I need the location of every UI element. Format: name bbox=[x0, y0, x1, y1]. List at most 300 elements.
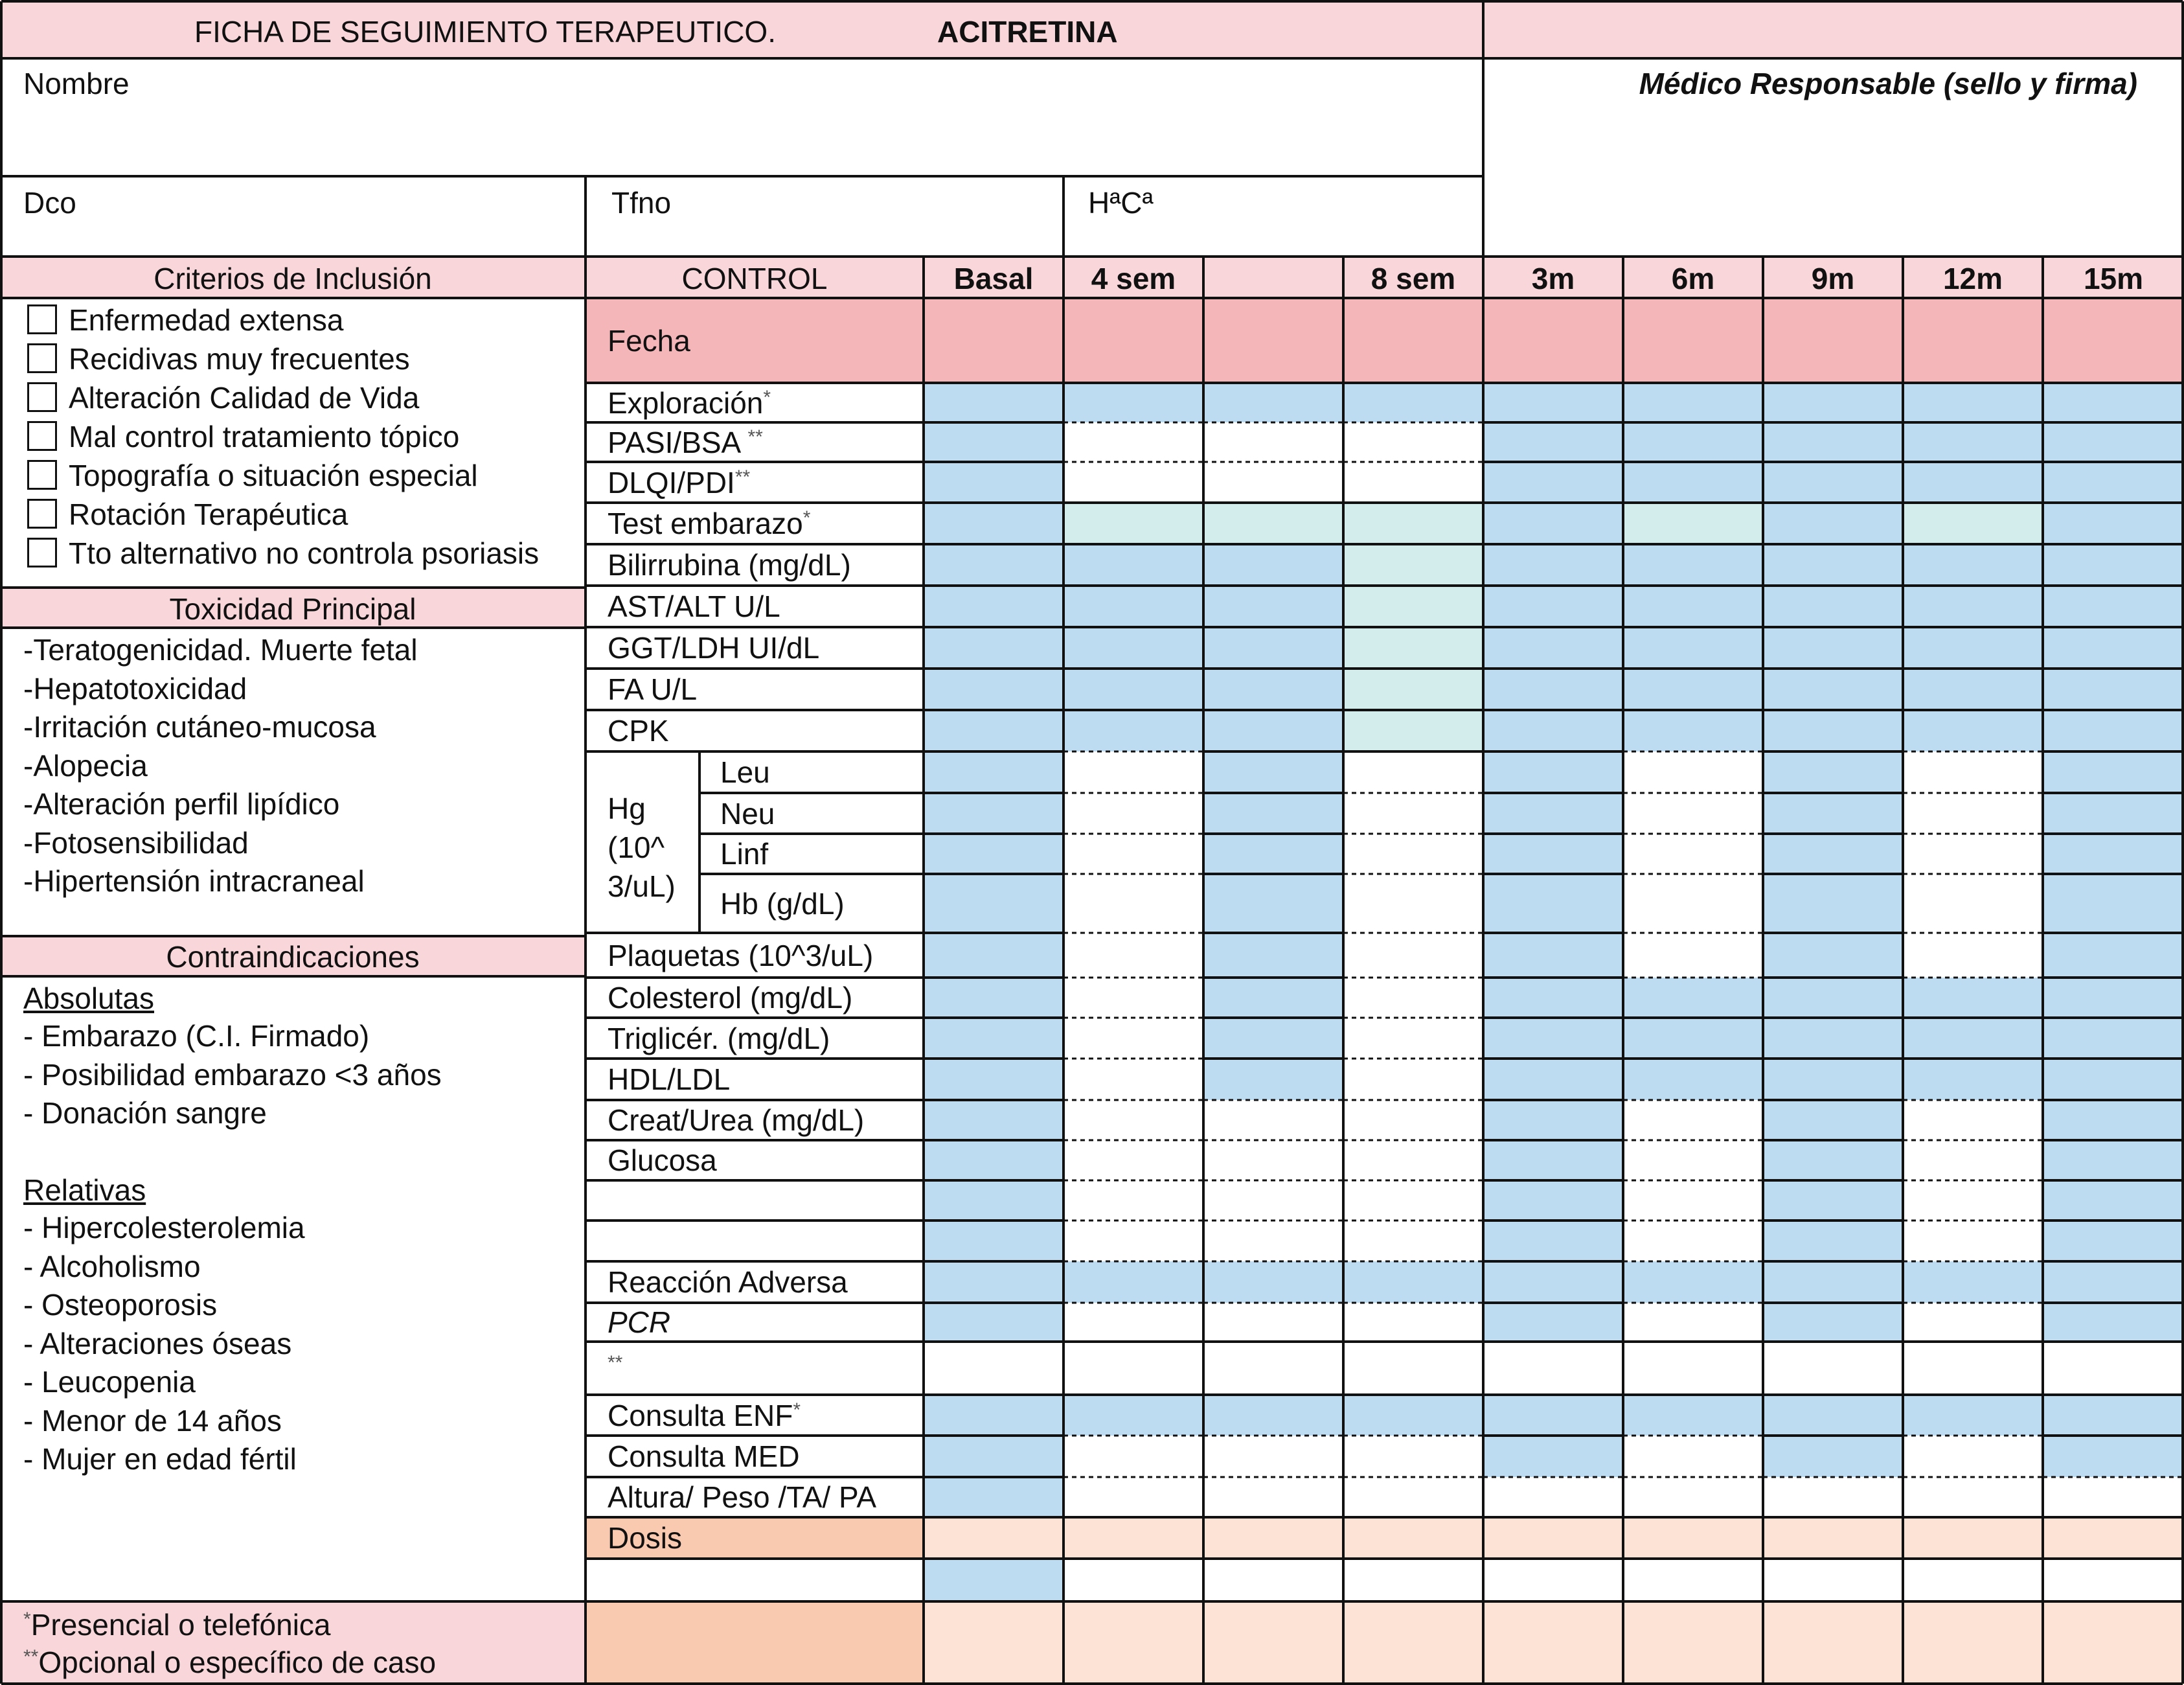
data-cell[interactable] bbox=[1343, 793, 1483, 834]
data-cell[interactable] bbox=[1763, 1059, 1903, 1100]
data-cell[interactable] bbox=[1903, 1018, 2043, 1059]
data-cell[interactable] bbox=[1623, 1221, 1763, 1261]
data-cell[interactable] bbox=[1903, 1303, 2043, 1342]
data-cell[interactable] bbox=[924, 1342, 1064, 1395]
data-cell[interactable] bbox=[1064, 298, 1203, 383]
data-cell[interactable] bbox=[1483, 462, 1623, 503]
data-cell[interactable] bbox=[1203, 503, 1343, 544]
row-label-text: Reacción Adversa bbox=[608, 1265, 848, 1299]
data-cell[interactable] bbox=[1483, 1517, 1623, 1559]
data-cell[interactable] bbox=[1483, 1180, 1623, 1221]
data-cell[interactable] bbox=[1064, 669, 1203, 710]
data-cell[interactable] bbox=[1763, 586, 1903, 627]
data-cell[interactable] bbox=[2043, 1180, 2184, 1221]
data-cell[interactable] bbox=[924, 422, 1064, 462]
row-label-text: Hb (g/dL) bbox=[720, 886, 845, 921]
data-cell[interactable] bbox=[1483, 710, 1623, 751]
data-cell[interactable] bbox=[1343, 1303, 1483, 1342]
data-cell[interactable] bbox=[1483, 1018, 1623, 1059]
data-cell[interactable] bbox=[1903, 1059, 2043, 1100]
data-cell[interactable] bbox=[1343, 1559, 1483, 1601]
data-cell[interactable] bbox=[1064, 1059, 1203, 1100]
data-cell[interactable] bbox=[924, 1059, 1064, 1100]
data-cell[interactable] bbox=[1343, 710, 1483, 751]
inclusion-checkbox[interactable] bbox=[27, 382, 57, 412]
row-label-text: Test embarazo bbox=[608, 507, 803, 540]
data-cell[interactable] bbox=[1203, 298, 1343, 383]
data-cell[interactable] bbox=[1203, 1517, 1343, 1559]
data-cell[interactable] bbox=[1343, 422, 1483, 462]
data-cell[interactable] bbox=[1064, 544, 1203, 586]
data-cell[interactable] bbox=[1483, 1436, 1623, 1477]
data-cell[interactable] bbox=[1623, 1395, 1763, 1436]
data-cell[interactable] bbox=[1903, 1342, 2043, 1395]
data-cell[interactable] bbox=[1483, 627, 1623, 669]
data-cell[interactable] bbox=[924, 1395, 1064, 1436]
data-cell[interactable] bbox=[2043, 1261, 2184, 1303]
data-cell[interactable] bbox=[1203, 751, 1343, 793]
data-cell[interactable] bbox=[1064, 710, 1203, 751]
data-cell[interactable] bbox=[1903, 874, 2043, 933]
data-cell[interactable] bbox=[1623, 1559, 1763, 1601]
data-cell[interactable] bbox=[1343, 874, 1483, 933]
data-cell[interactable] bbox=[1064, 1342, 1203, 1395]
data-cell[interactable] bbox=[924, 586, 1064, 627]
data-cell[interactable] bbox=[1343, 1059, 1483, 1100]
data-cell[interactable] bbox=[1064, 1018, 1203, 1059]
data-cell[interactable] bbox=[1483, 1477, 1623, 1517]
data-cell[interactable] bbox=[924, 1140, 1064, 1180]
data-cell[interactable] bbox=[2043, 1018, 2184, 1059]
data-cell[interactable] bbox=[1203, 669, 1343, 710]
data-cell[interactable] bbox=[1064, 1180, 1203, 1221]
data-cell[interactable] bbox=[1763, 1303, 1903, 1342]
data-cell[interactable] bbox=[924, 1477, 1064, 1517]
data-cell[interactable] bbox=[1064, 1221, 1203, 1261]
data-cell[interactable] bbox=[1483, 834, 1623, 874]
data-cell[interactable] bbox=[2043, 422, 2184, 462]
data-cell[interactable] bbox=[1903, 1100, 2043, 1140]
data-cell[interactable] bbox=[1203, 1261, 1343, 1303]
data-cell[interactable] bbox=[1763, 978, 1903, 1018]
data-cell[interactable] bbox=[1064, 1395, 1203, 1436]
data-cell[interactable] bbox=[1903, 503, 2043, 544]
data-cell[interactable] bbox=[1343, 1477, 1483, 1517]
data-cell[interactable] bbox=[1203, 933, 1343, 978]
data-cell[interactable] bbox=[924, 503, 1064, 544]
data-cell[interactable] bbox=[1203, 1436, 1343, 1477]
data-cell[interactable] bbox=[1903, 710, 2043, 751]
data-cell[interactable] bbox=[1623, 1342, 1763, 1395]
inclusion-checkbox[interactable] bbox=[27, 499, 57, 529]
data-cell[interactable] bbox=[1483, 933, 1623, 978]
data-cell[interactable] bbox=[1623, 1601, 1763, 1685]
data-cell[interactable] bbox=[1763, 1601, 1903, 1685]
data-cell[interactable] bbox=[1763, 1261, 1903, 1303]
dco-field[interactable] bbox=[3, 177, 585, 255]
data-cell[interactable] bbox=[1203, 1059, 1343, 1100]
data-cell[interactable] bbox=[2043, 669, 2184, 710]
data-cell[interactable] bbox=[1483, 1601, 1623, 1685]
data-cell[interactable] bbox=[1763, 1559, 1903, 1601]
data-cell[interactable] bbox=[1903, 422, 2043, 462]
data-cell[interactable] bbox=[1763, 710, 1903, 751]
data-cell[interactable] bbox=[1903, 933, 2043, 978]
row-label-cell bbox=[586, 1221, 924, 1261]
data-cell[interactable] bbox=[1064, 1100, 1203, 1140]
data-cell[interactable] bbox=[1483, 669, 1623, 710]
data-cell[interactable] bbox=[1483, 1100, 1623, 1140]
data-cell[interactable] bbox=[1343, 462, 1483, 503]
data-cell[interactable] bbox=[2043, 298, 2184, 383]
data-cell[interactable] bbox=[1623, 874, 1763, 933]
data-cell[interactable] bbox=[924, 834, 1064, 874]
data-cell[interactable] bbox=[1623, 1100, 1763, 1140]
data-cell[interactable] bbox=[924, 669, 1064, 710]
data-cell[interactable] bbox=[1903, 1559, 2043, 1601]
data-cell[interactable] bbox=[1483, 1140, 1623, 1180]
data-cell[interactable] bbox=[1623, 1180, 1763, 1221]
data-cell[interactable] bbox=[1064, 586, 1203, 627]
data-cell[interactable] bbox=[1483, 874, 1623, 933]
name-field[interactable] bbox=[3, 60, 1482, 175]
data-cell[interactable] bbox=[1763, 298, 1903, 383]
data-cell[interactable] bbox=[1483, 1342, 1623, 1395]
data-cell[interactable] bbox=[2043, 1221, 2184, 1261]
data-cell[interactable] bbox=[2043, 627, 2184, 669]
data-cell[interactable] bbox=[1763, 383, 1903, 422]
data-cell[interactable] bbox=[1203, 710, 1343, 751]
data-cell[interactable] bbox=[924, 978, 1064, 1018]
data-cell[interactable] bbox=[1064, 1517, 1203, 1559]
data-cell[interactable] bbox=[1763, 1018, 1903, 1059]
data-cell[interactable] bbox=[1483, 1303, 1623, 1342]
data-cell[interactable] bbox=[2043, 586, 2184, 627]
data-cell[interactable] bbox=[1903, 462, 2043, 503]
data-cell[interactable] bbox=[1903, 834, 2043, 874]
data-cell[interactable] bbox=[1623, 503, 1763, 544]
data-cell[interactable] bbox=[1064, 503, 1203, 544]
data-cell[interactable] bbox=[1064, 1303, 1203, 1342]
data-cell[interactable] bbox=[2043, 874, 2184, 933]
inclusion-checkbox[interactable] bbox=[27, 421, 57, 451]
data-cell[interactable] bbox=[1343, 1100, 1483, 1140]
data-cell[interactable] bbox=[1903, 298, 2043, 383]
data-cell[interactable] bbox=[2043, 1100, 2184, 1140]
data-cell[interactable] bbox=[1203, 978, 1343, 1018]
data-cell[interactable] bbox=[1483, 1559, 1623, 1601]
data-cell[interactable] bbox=[924, 793, 1064, 834]
data-cell[interactable] bbox=[1623, 710, 1763, 751]
data-cell[interactable] bbox=[2043, 1559, 2184, 1601]
data-cell[interactable] bbox=[1483, 978, 1623, 1018]
data-cell[interactable] bbox=[2043, 793, 2184, 834]
inclusion-checkbox[interactable] bbox=[27, 343, 57, 373]
data-cell[interactable] bbox=[1623, 383, 1763, 422]
data-cell[interactable] bbox=[1064, 462, 1203, 503]
data-cell[interactable] bbox=[1064, 1601, 1203, 1685]
data-cell[interactable] bbox=[1483, 422, 1623, 462]
data-cell[interactable] bbox=[2043, 1517, 2184, 1559]
data-cell[interactable] bbox=[2043, 1477, 2184, 1517]
data-cell[interactable] bbox=[1903, 1436, 2043, 1477]
data-cell[interactable] bbox=[1343, 1221, 1483, 1261]
data-cell[interactable] bbox=[1763, 874, 1903, 933]
data-cell[interactable] bbox=[1763, 1100, 1903, 1140]
data-cell[interactable] bbox=[1483, 793, 1623, 834]
data-cell[interactable] bbox=[1763, 422, 1903, 462]
data-cell[interactable] bbox=[1763, 1140, 1903, 1180]
data-cell[interactable] bbox=[1064, 1140, 1203, 1180]
data-cell[interactable] bbox=[1343, 978, 1483, 1018]
data-cell[interactable] bbox=[1623, 1140, 1763, 1180]
data-cell[interactable] bbox=[1343, 1261, 1483, 1303]
data-cell[interactable] bbox=[1623, 1303, 1763, 1342]
data-cell[interactable] bbox=[924, 1018, 1064, 1059]
inclusion-checkbox[interactable] bbox=[27, 538, 57, 567]
data-cell[interactable] bbox=[1343, 544, 1483, 586]
data-cell[interactable] bbox=[1343, 503, 1483, 544]
data-cell[interactable] bbox=[1203, 422, 1343, 462]
data-cell[interactable] bbox=[1343, 586, 1483, 627]
data-cell[interactable] bbox=[1903, 1395, 2043, 1436]
toxicity-title: Toxicidad Principal bbox=[169, 592, 416, 626]
data-cell[interactable] bbox=[1343, 1140, 1483, 1180]
data-cell[interactable] bbox=[1343, 1517, 1483, 1559]
data-cell[interactable] bbox=[924, 933, 1064, 978]
data-cell[interactable] bbox=[1203, 1180, 1343, 1221]
data-cell[interactable] bbox=[1903, 978, 2043, 1018]
data-cell[interactable] bbox=[1623, 1436, 1763, 1477]
data-cell[interactable] bbox=[1623, 586, 1763, 627]
data-cell[interactable] bbox=[1623, 627, 1763, 669]
data-cell[interactable] bbox=[1203, 462, 1343, 503]
data-cell[interactable] bbox=[1203, 383, 1343, 422]
data-cell[interactable] bbox=[1064, 383, 1203, 422]
data-cell[interactable] bbox=[924, 1436, 1064, 1477]
data-cell[interactable] bbox=[924, 1601, 1064, 1685]
data-cell[interactable] bbox=[2043, 1601, 2184, 1685]
data-cell[interactable] bbox=[2043, 383, 2184, 422]
data-cell[interactable] bbox=[1064, 627, 1203, 669]
data-cell[interactable] bbox=[1763, 793, 1903, 834]
data-cell[interactable] bbox=[1763, 544, 1903, 586]
inclusion-title: Criterios de Inclusión bbox=[154, 262, 432, 295]
data-cell[interactable] bbox=[1343, 1395, 1483, 1436]
data-cell[interactable] bbox=[1203, 1221, 1343, 1261]
data-cell[interactable] bbox=[1903, 586, 2043, 627]
inclusion-checkbox[interactable] bbox=[27, 304, 57, 334]
data-cell[interactable] bbox=[1064, 834, 1203, 874]
data-cell[interactable] bbox=[1483, 503, 1623, 544]
data-cell[interactable] bbox=[1343, 298, 1483, 383]
data-cell[interactable] bbox=[1763, 669, 1903, 710]
data-cell[interactable] bbox=[1343, 1180, 1483, 1221]
data-cell[interactable] bbox=[1903, 1517, 2043, 1559]
data-cell[interactable] bbox=[1203, 1477, 1343, 1517]
data-cell[interactable] bbox=[1903, 751, 2043, 793]
data-cell[interactable] bbox=[2043, 710, 2184, 751]
data-cell[interactable] bbox=[1203, 627, 1343, 669]
data-cell[interactable] bbox=[1903, 1477, 2043, 1517]
data-cell[interactable] bbox=[2043, 978, 2184, 1018]
data-cell[interactable] bbox=[1343, 751, 1483, 793]
data-cell[interactable] bbox=[1903, 1221, 2043, 1261]
data-cell[interactable] bbox=[1203, 834, 1343, 874]
data-cell[interactable] bbox=[924, 751, 1064, 793]
data-cell[interactable] bbox=[1343, 834, 1483, 874]
data-cell[interactable] bbox=[1763, 751, 1903, 793]
history-field[interactable] bbox=[1064, 177, 1481, 255]
data-cell[interactable] bbox=[1064, 1436, 1203, 1477]
data-cell[interactable] bbox=[1203, 1303, 1343, 1342]
data-cell[interactable] bbox=[1343, 1018, 1483, 1059]
doctor-signature-field[interactable] bbox=[1485, 60, 2182, 254]
data-cell[interactable] bbox=[2043, 933, 2184, 978]
phone-field[interactable] bbox=[587, 177, 1062, 255]
data-cell[interactable] bbox=[1343, 1601, 1483, 1685]
data-cell[interactable] bbox=[2043, 503, 2184, 544]
data-cell[interactable] bbox=[1623, 793, 1763, 834]
relative-item: - Leucopenia bbox=[23, 1365, 196, 1399]
data-cell[interactable] bbox=[1763, 1342, 1903, 1395]
data-cell[interactable] bbox=[1064, 1477, 1203, 1517]
data-cell[interactable] bbox=[1203, 1395, 1343, 1436]
data-cell[interactable] bbox=[1064, 422, 1203, 462]
data-cell[interactable] bbox=[924, 383, 1064, 422]
data-cell[interactable] bbox=[2043, 462, 2184, 503]
data-cell[interactable] bbox=[1623, 462, 1763, 503]
data-cell[interactable] bbox=[2043, 1436, 2184, 1477]
data-cell[interactable] bbox=[1763, 627, 1903, 669]
data-cell[interactable] bbox=[1623, 1477, 1763, 1517]
data-cell[interactable] bbox=[1763, 834, 1903, 874]
data-cell[interactable] bbox=[924, 298, 1064, 383]
data-cell[interactable] bbox=[1623, 1018, 1763, 1059]
data-cell[interactable] bbox=[1483, 1221, 1623, 1261]
row-label-text: GGT/LDH UI/dL bbox=[608, 631, 820, 665]
data-cell[interactable] bbox=[2043, 1140, 2184, 1180]
data-cell[interactable] bbox=[1343, 383, 1483, 422]
data-cell[interactable] bbox=[1623, 1059, 1763, 1100]
data-cell[interactable] bbox=[924, 1221, 1064, 1261]
data-cell[interactable] bbox=[924, 1517, 1064, 1559]
data-cell[interactable] bbox=[1903, 793, 2043, 834]
data-cell[interactable] bbox=[1903, 1180, 2043, 1221]
data-cell[interactable] bbox=[1343, 669, 1483, 710]
data-cell[interactable] bbox=[1203, 1342, 1343, 1395]
data-cell[interactable] bbox=[924, 1303, 1064, 1342]
data-cell[interactable] bbox=[1483, 298, 1623, 383]
data-cell[interactable] bbox=[1763, 1517, 1903, 1559]
data-cell[interactable] bbox=[1763, 933, 1903, 978]
data-cell[interactable] bbox=[1343, 627, 1483, 669]
data-cell[interactable] bbox=[2043, 1059, 2184, 1100]
data-cell[interactable] bbox=[1203, 874, 1343, 933]
data-cell[interactable] bbox=[1203, 1018, 1343, 1059]
data-cell[interactable] bbox=[1483, 1261, 1623, 1303]
data-cell[interactable] bbox=[1064, 793, 1203, 834]
data-cell[interactable] bbox=[1064, 874, 1203, 933]
inclusion-checkbox[interactable] bbox=[27, 460, 57, 490]
data-cell[interactable] bbox=[924, 1180, 1064, 1221]
data-cell[interactable] bbox=[1623, 978, 1763, 1018]
data-cell[interactable] bbox=[2043, 544, 2184, 586]
data-cell[interactable] bbox=[1343, 1436, 1483, 1477]
data-cell[interactable] bbox=[1903, 1140, 2043, 1180]
data-cell[interactable] bbox=[1623, 933, 1763, 978]
data-cell[interactable] bbox=[1623, 834, 1763, 874]
data-cell[interactable] bbox=[1763, 1395, 1903, 1436]
data-cell[interactable] bbox=[924, 462, 1064, 503]
row-label-text: Exploración bbox=[608, 385, 764, 420]
data-cell[interactable] bbox=[1903, 1261, 2043, 1303]
data-cell[interactable] bbox=[1483, 544, 1623, 586]
data-cell[interactable] bbox=[1903, 1601, 2043, 1685]
data-cell[interactable] bbox=[1483, 586, 1623, 627]
data-cell[interactable] bbox=[1623, 298, 1763, 383]
data-cell[interactable] bbox=[1483, 1395, 1623, 1436]
data-cell[interactable] bbox=[1203, 1100, 1343, 1140]
data-cell[interactable] bbox=[1483, 751, 1623, 793]
data-cell[interactable] bbox=[1203, 1559, 1343, 1601]
data-cell[interactable] bbox=[1903, 544, 2043, 586]
data-cell[interactable] bbox=[1203, 793, 1343, 834]
data-cell[interactable] bbox=[1064, 978, 1203, 1018]
data-cell[interactable] bbox=[1203, 1140, 1343, 1180]
data-cell[interactable] bbox=[1623, 422, 1763, 462]
data-cell[interactable] bbox=[1623, 1517, 1763, 1559]
data-cell[interactable] bbox=[1763, 1436, 1903, 1477]
data-cell[interactable] bbox=[2043, 1342, 2184, 1395]
data-cell[interactable] bbox=[1343, 933, 1483, 978]
data-cell[interactable] bbox=[1623, 669, 1763, 710]
data-cell[interactable] bbox=[2043, 834, 2184, 874]
data-cell[interactable] bbox=[1064, 1261, 1203, 1303]
data-cell[interactable] bbox=[1763, 1221, 1903, 1261]
data-cell[interactable] bbox=[1763, 462, 1903, 503]
data-cell[interactable] bbox=[924, 627, 1064, 669]
data-cell[interactable] bbox=[924, 1261, 1064, 1303]
data-cell[interactable] bbox=[924, 544, 1064, 586]
data-cell[interactable] bbox=[1903, 669, 2043, 710]
data-cell[interactable] bbox=[1763, 1180, 1903, 1221]
data-cell[interactable] bbox=[1623, 1261, 1763, 1303]
data-cell[interactable] bbox=[2043, 1395, 2184, 1436]
data-cell[interactable] bbox=[1203, 544, 1343, 586]
data-cell[interactable] bbox=[1064, 933, 1203, 978]
data-cell[interactable] bbox=[1483, 383, 1623, 422]
data-cell[interactable] bbox=[924, 1100, 1064, 1140]
data-cell[interactable] bbox=[1343, 1342, 1483, 1395]
data-cell[interactable] bbox=[1763, 503, 1903, 544]
data-cell[interactable] bbox=[1623, 751, 1763, 793]
data-cell[interactable] bbox=[1623, 544, 1763, 586]
data-cell[interactable] bbox=[1064, 1559, 1203, 1601]
data-cell[interactable] bbox=[2043, 1303, 2184, 1342]
data-cell[interactable] bbox=[924, 874, 1064, 933]
data-cell[interactable] bbox=[924, 710, 1064, 751]
data-cell[interactable] bbox=[1763, 1477, 1903, 1517]
data-cell[interactable] bbox=[1064, 751, 1203, 793]
data-cell[interactable] bbox=[1203, 1601, 1343, 1685]
data-cell[interactable] bbox=[1483, 1059, 1623, 1100]
data-cell[interactable] bbox=[1903, 627, 2043, 669]
data-cell[interactable] bbox=[1903, 383, 2043, 422]
data-cell[interactable] bbox=[1203, 586, 1343, 627]
data-cell[interactable] bbox=[924, 1559, 1064, 1601]
data-cell[interactable] bbox=[2043, 751, 2184, 793]
